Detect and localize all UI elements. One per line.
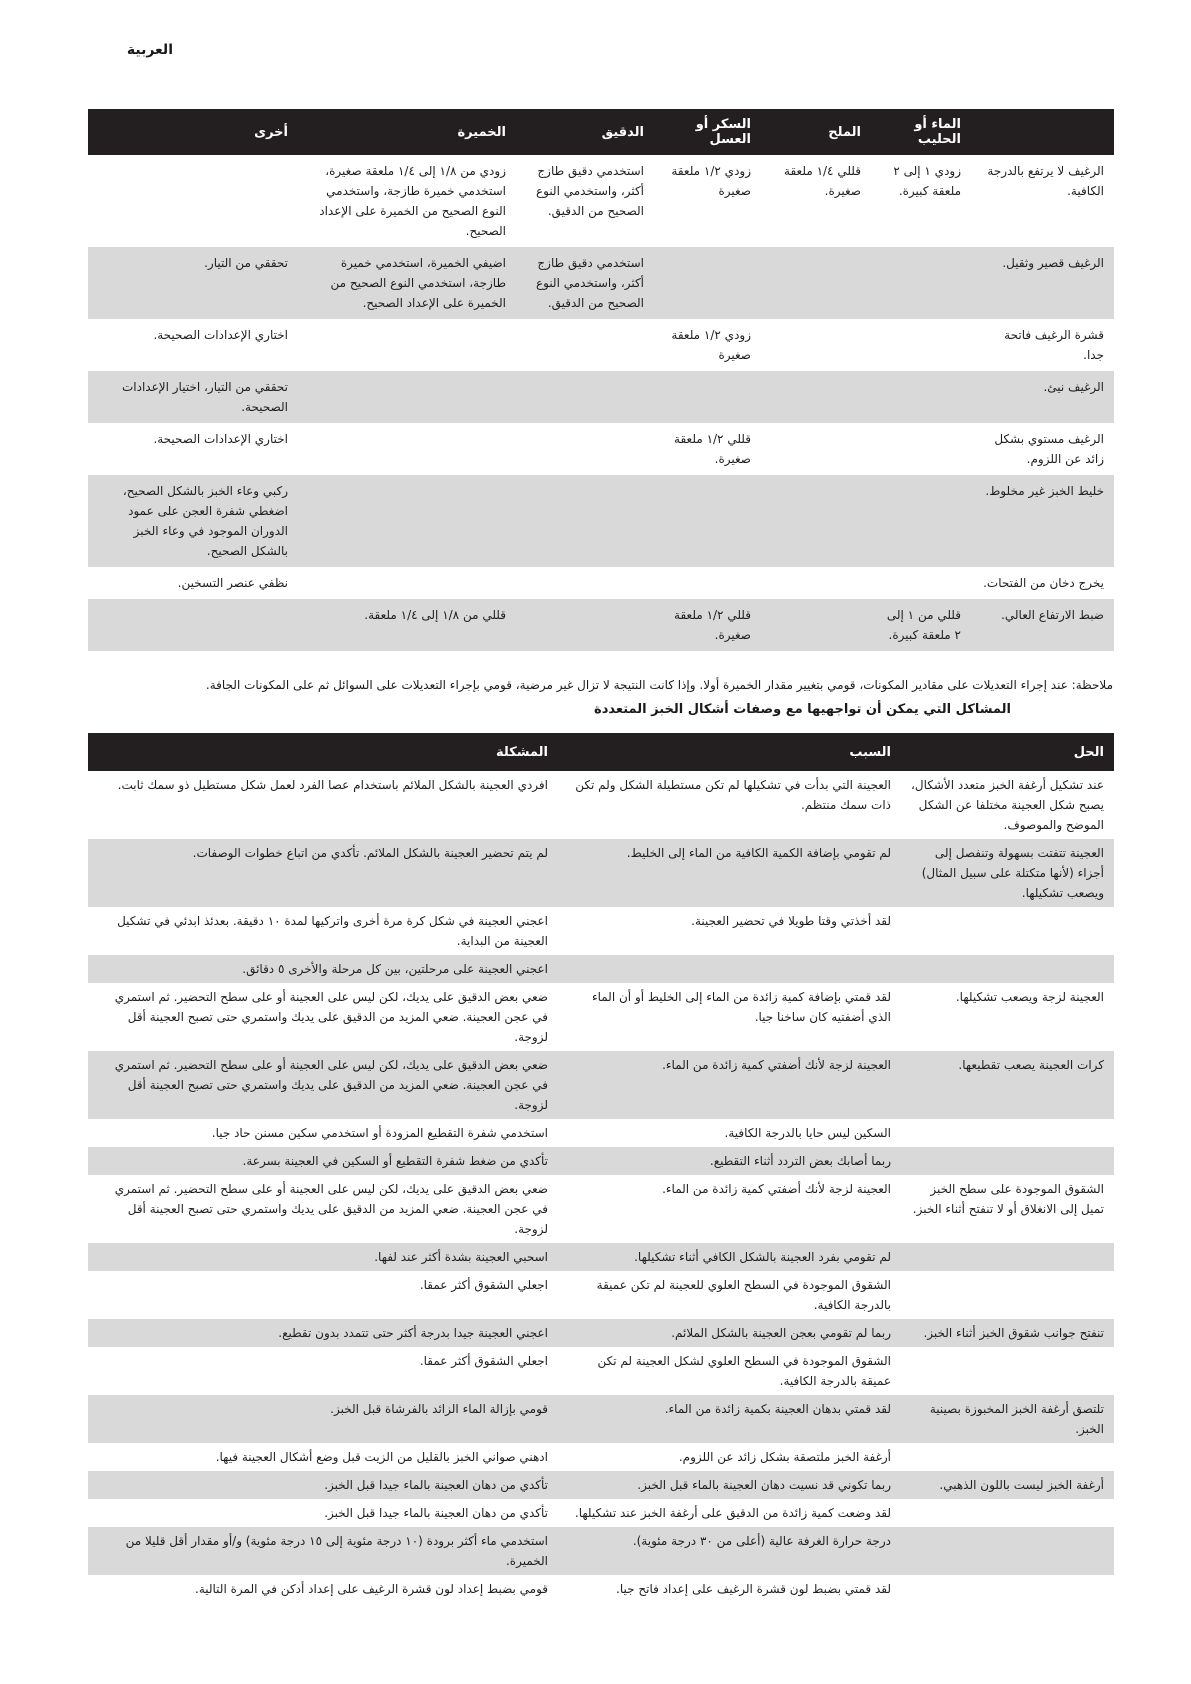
table-row	[88, 839, 1114, 907]
table-cell: اسحبي العجينة بشدة أكثر عند لفها.	[88, 1243, 558, 1271]
table-row	[88, 1147, 1114, 1175]
table-cell: اجعلي الشقوق أكثر عمقا.	[419, 1278, 548, 1292]
table-cell	[761, 423, 871, 475]
table-cell	[516, 599, 654, 651]
table-row	[88, 1271, 1114, 1319]
table-cell	[761, 475, 871, 567]
table-cell: الرغيف لا يرتفع بالدرجة الكافية.	[987, 164, 1104, 198]
table-cell: قومي بإزالة الماء الزائد بالفرشاة قبل الخبز.	[88, 1395, 558, 1443]
table-cell	[298, 423, 516, 475]
table-cell: تحققي من التيار.	[88, 247, 298, 319]
table-cell	[901, 955, 1114, 983]
header-sugar-honey: السكر أو العسل	[654, 109, 761, 155]
table-cell: السكين ليس حايا بالدرجة الكافية.	[724, 1126, 891, 1140]
table-cell: استخدمي دقيق طازج أكثر، واستخدمي النوع الصحيح من الدقيق.	[535, 164, 644, 218]
table-cell	[901, 1527, 1114, 1575]
header-solution: الحل	[901, 733, 1114, 771]
header-yeast: الخميرة	[298, 109, 516, 155]
table-cell: ضعي بعض الدقيق على يديك، لكن ليس على العجينة أو على سطح التحضير. ثم استمري في عجن العجينة. ضعي المزيد من الدقيق على يديك واستمري حتى تصبح العجينة أقل لزوجة.	[88, 1051, 558, 1119]
table-cell: لم تقومي بفرد العجينة بالشكل الكافي أثناء تشكيلها.	[558, 1243, 901, 1271]
table-cell: افردي العجينة بالشكل الملائم باستخدام عصا الفرد لعمل شكل مستطيل ذو سمك ثابت.	[117, 778, 548, 792]
table-cell	[761, 247, 871, 319]
table-cell	[516, 319, 654, 371]
table-cell	[516, 423, 654, 475]
table-cell	[516, 371, 654, 423]
table-row	[88, 1175, 1114, 1243]
table-cell: العجينة لزجة لأنك أضفتي كمية زائدة من الماء.	[662, 1182, 891, 1196]
table-cell: ركبي وعاء الخبز بالشكل الصحيح، اضغطي شفرة العجن على عمود الدوران الموجود في وعاء الخبز بالشكل الصحيح.	[88, 475, 298, 567]
table-row	[88, 1347, 1114, 1395]
section-subheading: المشاكل التي يمكن أن تواجهيها مع وصفات أشكال الخبز المتعددة	[594, 702, 1011, 717]
table-cell	[901, 1243, 1114, 1271]
table-cell	[298, 567, 516, 599]
table-cell: تأكدي من ضغط شفرة التقطيع أو السكين في العجينة بسرعة.	[88, 1147, 558, 1175]
header-issue: المشكلة	[88, 733, 558, 771]
table-row	[88, 955, 1114, 983]
table-cell: خليط الخبز غير مخلوط.	[971, 475, 1114, 567]
table-cell	[901, 1271, 1114, 1319]
header-salt: الملح	[761, 109, 871, 155]
table-cell: قللي من ١/٨ إلى ١/٤ ملعقة.	[298, 599, 516, 651]
table-cell	[516, 567, 654, 599]
header-problem	[971, 109, 1114, 155]
table-cell: زودي من ١/٨ إلى ١/٤ ملعقة صغيرة، استخدمي خميرة طازجة، واستخدمي النوع الصحيح من الخميرة على الإعداد الصحيح.	[319, 164, 506, 238]
table-cell: الرغيف نيئ.	[971, 371, 1114, 423]
table-cell: أرغفة الخبز ملتصقة بشكل زائد عن اللزوم.	[678, 1450, 891, 1464]
table-cell: لم تقومي بإضافة الكمية الكافية من الماء إلى الخليط.	[558, 839, 901, 907]
table-cell: استخدمي ماء أكثر برودة (١٠ درجة مئوية إلى ١٥ درجة مئوية) و/أو مقدار أقل قليلا من الخميرة.	[88, 1527, 558, 1575]
table-cell	[871, 247, 971, 319]
table-cell: لقد وضعت كمية زائدة من الدقيق على أرغفة الخبز عند تشكيلها.	[574, 1506, 891, 1520]
table-cell	[901, 1499, 1114, 1527]
table-row	[88, 599, 1114, 651]
table-cell: قللي ١/٢ ملعقة صغيرة.	[674, 432, 751, 466]
table-cell: ربما لم تقومي بعجن العجينة بالشكل الملائم.	[558, 1319, 901, 1347]
table-cell: درجة حرارة الغرفة عالية (أعلى من ٣٠ درجة مئوية).	[558, 1527, 901, 1575]
table-cell	[516, 475, 654, 567]
table-cell: اعجني العجينة جيدا بدرجة أكثر حتى تتمدد بدون تقطيع.	[88, 1319, 558, 1347]
shaped-bread-problems-table-body	[88, 771, 1114, 1603]
table-cell: كرات العجينة يصعب تقطيعها.	[901, 1051, 1114, 1119]
table-cell: ضبط الارتفاع العالي.	[971, 599, 1114, 651]
table-cell: قللي من ١ إلى ٢ ملعقة كبيرة.	[871, 599, 971, 651]
table-cell	[654, 567, 761, 599]
table-row	[88, 319, 1114, 371]
table-cell	[871, 319, 971, 371]
table-cell	[88, 155, 298, 247]
table-cell: زودي ١ إلى ٢ ملعقة كبيرة.	[893, 164, 961, 198]
table-row	[88, 983, 1114, 1051]
table-cell: ربما تكوني قد نسيت دهان العجينة بالماء قبل الخبز.	[558, 1471, 901, 1499]
table-cell: اختاري الإعدادات الصحيحة.	[153, 328, 288, 342]
table-cell: استخدمي دقيق طازج أكثر، واستخدمي النوع الصحيح من الدقيق.	[516, 247, 654, 319]
table-row	[88, 247, 1114, 319]
table-cell: قشرة الرغيف فاتحة جدا.	[1004, 328, 1104, 362]
table-cell: العجينة لزجة ويصعب تشكيلها.	[955, 990, 1104, 1004]
table-cell: الشقوق الموجودة في السطح العلوي لشكل العجينة لم تكن عميقة بالدرجة الكافية.	[597, 1354, 891, 1388]
header-flour: الدقيق	[516, 109, 654, 155]
table-cell	[558, 955, 901, 983]
language-label: العربية	[126, 42, 173, 58]
header-cause: السبب	[558, 733, 901, 771]
table-cell	[901, 1575, 1114, 1603]
table-cell	[761, 599, 871, 651]
table-cell: لقد قمتي بضبط لون قشرة الرغيف على إعداد فاتح جيا.	[616, 1582, 891, 1596]
table-cell: العجينة التي بدأت في تشكيلها لم تكن مستطيلة الشكل ولم تكن ذات سمك منتظم.	[575, 778, 891, 812]
adjustments-table-body	[88, 155, 1114, 651]
table-cell	[871, 567, 971, 599]
shaped-bread-problems-table	[88, 733, 1114, 1603]
table-cell: ربما أصابك بعض التردد أثناء التقطيع.	[558, 1147, 901, 1175]
table-cell: زودي ١/٢ ملعقة صغيرة	[671, 328, 751, 362]
table-row	[88, 1575, 1114, 1603]
table-cell: تأكدي من دهان العجينة بالماء جيدا قبل الخبز.	[88, 1471, 558, 1499]
table-row	[88, 423, 1114, 475]
table-cell: تأكدي من دهان العجينة بالماء جيدا قبل الخبز.	[324, 1506, 548, 1520]
table-cell: قومي بضبط إعداد لون قشرة الرغيف على إعداد أدكن في المرة التالية.	[195, 1582, 548, 1596]
table-cell: الشقوق الموجودة في السطح العلوي للعجينة لم تكن عميقة بالدرجة الكافية.	[596, 1278, 891, 1312]
table-cell: لم يتم تحضير العجينة بالشكل الملائم. تأكدي من اتباع خطوات الوصفات.	[88, 839, 558, 907]
table-row	[88, 771, 1114, 839]
table-cell	[901, 907, 1114, 955]
table-row	[88, 1471, 1114, 1499]
table-cell	[761, 371, 871, 423]
table-cell	[901, 1119, 1114, 1147]
table-cell: الرغيف مستوي بشكل زائد عن اللزوم.	[994, 432, 1104, 466]
table-cell	[761, 319, 871, 371]
table-cell	[298, 371, 516, 423]
table-cell: تلتصق أرغفة الخبز المخبوزة بصينية الخبز.	[901, 1395, 1114, 1443]
table-cell: استخدمي شفرة التقطيع المزودة أو استخدمي سكين مسنن حاد جيا.	[211, 1126, 548, 1140]
table-cell: عند تشكيل أرغفة الخبز متعدد الأشكال، يصبح شكل العجينة مختلفا عن الشكل الموضح والموصوف.	[910, 778, 1104, 832]
table-cell: نظفي عنصر التسخين.	[177, 576, 288, 590]
table-row	[88, 1051, 1114, 1119]
table-cell: العجينة لزجة لأنك أضفتي كمية زائدة من الماء.	[558, 1051, 901, 1119]
table-cell: الشقوق الموجودة على سطح الخبز تميل إلى الانغلاق أو لا تنفتح أثناء الخبز.	[912, 1182, 1104, 1216]
table-cell	[654, 475, 761, 567]
table-cell	[298, 319, 516, 371]
table-cell	[88, 599, 298, 651]
table-cell	[871, 371, 971, 423]
table-cell	[761, 567, 871, 599]
table-header-row	[88, 109, 1114, 155]
table-row	[88, 567, 1114, 599]
table-cell	[901, 1443, 1114, 1471]
table-row	[88, 1243, 1114, 1271]
table-cell: لقد قمتي بدهان العجينة بكمية زائدة من الماء.	[558, 1395, 901, 1443]
table-cell: اضيفي الخميرة، استخدمي خميرة طازجة، استخدمي النوع الصحيح من الخميرة على الإعداد الصحيح.	[298, 247, 516, 319]
table-cell	[901, 1147, 1114, 1175]
table-cell	[871, 475, 971, 567]
header-water-milk: الماء أو الحليب	[871, 109, 971, 155]
table-cell: اعجني العجينة في شكل كرة مرة أخرى واتركيها لمدة ١٠ دقيقة. بعدئذ ابدئي في تشكيل العجينة من البداية.	[117, 914, 548, 948]
header-other: أخرى	[88, 109, 298, 155]
table-cell: قللي ١/٢ ملعقة صغيرة.	[654, 599, 761, 651]
table-cell	[298, 475, 516, 567]
table-cell: ادهني صواني الخبز بالقليل من الزيت قبل وضع أشكال العجينة فيها.	[215, 1450, 548, 1464]
table-row	[88, 155, 1114, 247]
table-row	[88, 1499, 1114, 1527]
table-header-row	[88, 733, 1114, 771]
table-cell: الرغيف قصير وثقيل.	[971, 247, 1114, 319]
table-cell: اختاري الإعدادات الصحيحة.	[153, 432, 288, 446]
table-cell: العجينة تتفتت بسهولة وتنفصل إلى أجزاء (لأنها متكتلة على سبيل المثال) ويصعب تشكيلها.	[901, 839, 1114, 907]
table-cell: ضعي بعض الدقيق على يديك، لكن ليس على العجينة أو على سطح التحضير. ثم استمري في عجن العجينة. ضعي المزيد من الدقيق على يديك واستمري حتى تصبح العجينة أقل لزوجة.	[114, 990, 548, 1044]
table-cell: لقد قمتي بإضافة كمية زائدة من الماء إلى الخليط أو أن الماء الذي أضفتيه كان ساخنا جيا.	[591, 990, 891, 1024]
table-row	[88, 1319, 1114, 1347]
table-cell: تنفتح جوانب شقوق الخبز أثناء الخبز.	[901, 1319, 1114, 1347]
table-row	[88, 1395, 1114, 1443]
table-cell: قللي ١/٤ ملعقة صغيرة.	[784, 164, 861, 198]
table-cell: يخرج دخان من الفتحات.	[983, 576, 1104, 590]
table-cell: اجعلي الشقوق أكثر عمقا.	[419, 1354, 548, 1368]
adjustment-note: ملاحظة: عند إجراء التعديلات على مقادير المكونات، قومي بتغيير مقدار الخميرة أولا. وإذا كانت النتيجة لا تزال غير مرضية، قومي بإجراء التعديلات على السوائل ثم على المكونات الجافة.	[205, 678, 1113, 692]
table-row	[88, 1119, 1114, 1147]
table-row	[88, 1443, 1114, 1471]
table-cell: أرغفة الخبز ليست باللون الذهبي.	[901, 1471, 1114, 1499]
table-cell	[654, 247, 761, 319]
table-cell	[654, 371, 761, 423]
table-cell: اعجني العجينة على مرحلتين، بين كل مرحلة والأخرى ٥ دقائق.	[88, 955, 558, 983]
table-row	[88, 907, 1114, 955]
table-row	[88, 1527, 1114, 1575]
table-cell	[871, 423, 971, 475]
table-row	[88, 475, 1114, 567]
table-cell: زودي ١/٢ ملعقة صغيرة	[671, 164, 751, 198]
table-cell: لقد أخذتي وقتا طويلا في تحضير العجينة.	[691, 914, 891, 928]
table-cell: تحققي من التيار، اختيار الإعدادات الصحيحة.	[88, 371, 298, 423]
table-cell: ضعي بعض الدقيق على يديك، لكن ليس على العجينة أو على سطح التحضير. ثم استمري في عجن العجينة. ضعي المزيد من الدقيق على يديك واستمري حتى تصبح العجينة أقل لزوجة.	[114, 1182, 548, 1236]
adjustments-table	[88, 109, 1114, 651]
table-row	[88, 371, 1114, 423]
table-cell	[901, 1347, 1114, 1395]
